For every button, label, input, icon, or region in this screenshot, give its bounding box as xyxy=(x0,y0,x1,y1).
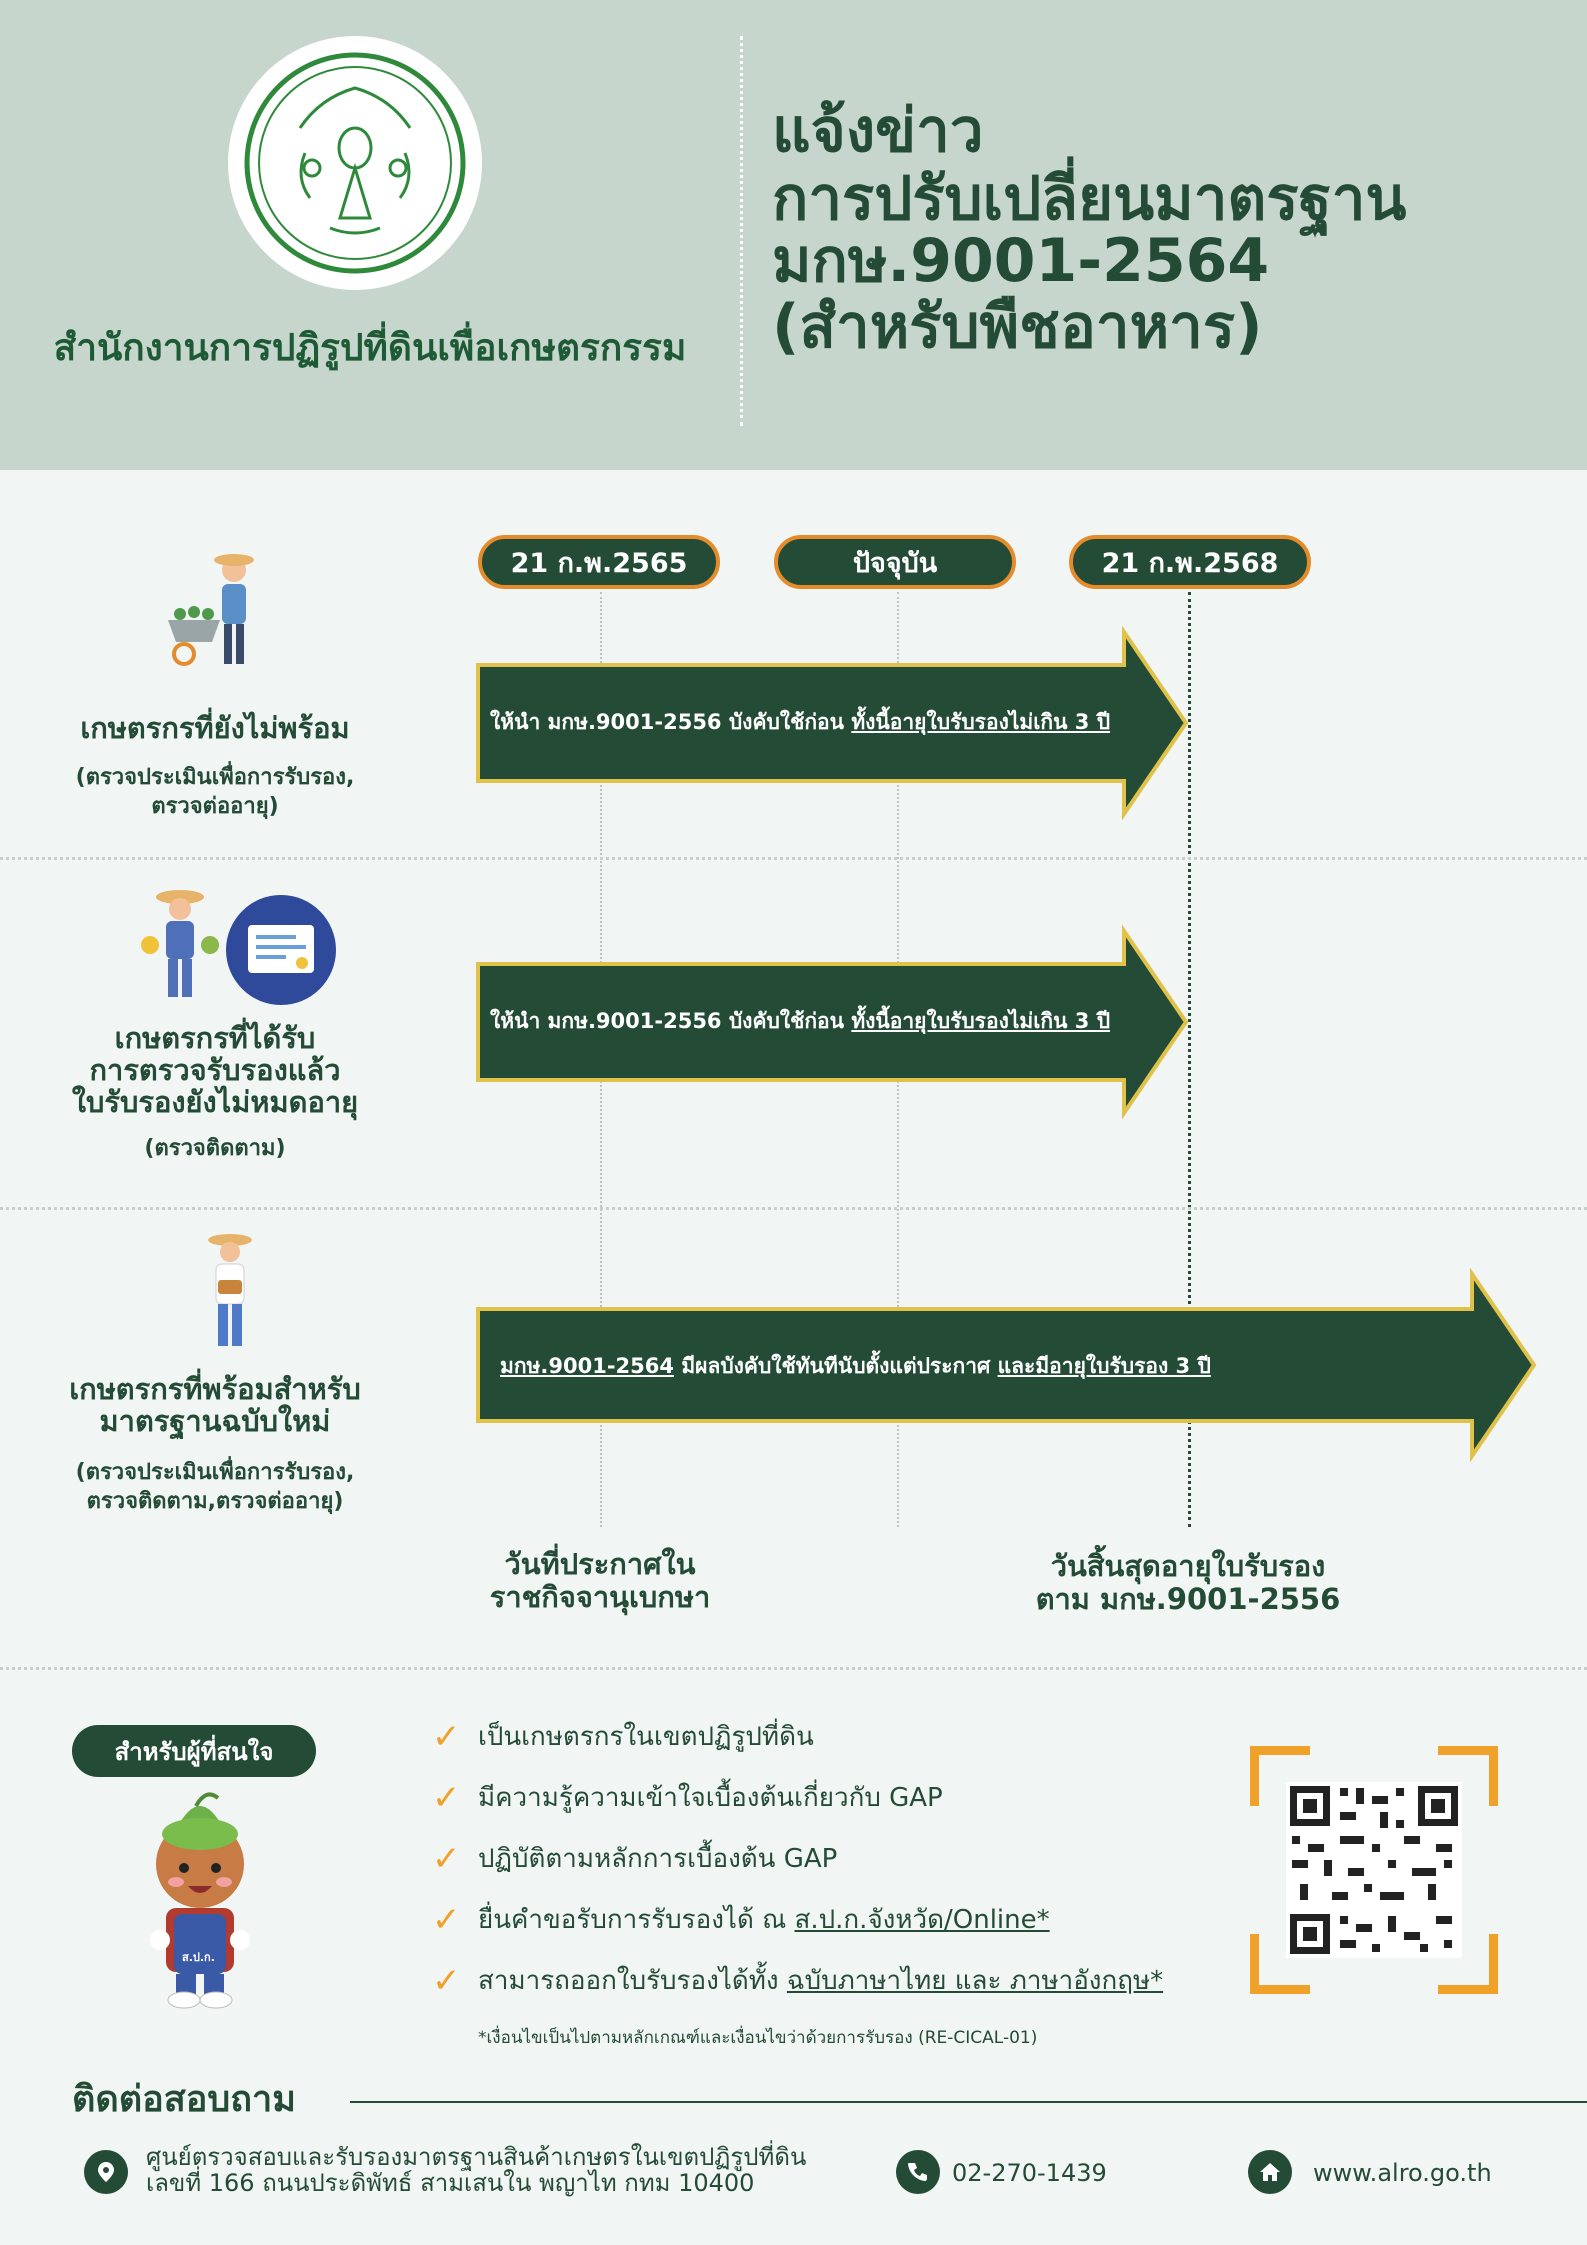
phone-icon xyxy=(896,2150,940,2194)
title-line-3: มกษ.9001-2564 xyxy=(772,226,1270,296)
criteria-item-5-text: สามารถออกใบรับรองได้ทั้ง xyxy=(478,1966,779,1996)
check-icon: ✓ xyxy=(432,1777,461,1818)
date-pill-present: ปัจจุบัน xyxy=(774,535,1016,589)
criteria-item-2 xyxy=(432,1777,943,1818)
row2-arrow-plain: ให้นำ มกษ.9001-2556 บังคับใช้ก่อน xyxy=(490,1009,845,1033)
criteria-item-4-link[interactable]: ส.ป.ก.จังหวัด/Online* xyxy=(794,1905,1050,1935)
farmer-basket-illustration xyxy=(200,1232,260,1357)
certificate-icon xyxy=(226,895,336,1005)
expiry-date-label-1: วันสิ้นสุดอายุใบรับรอง xyxy=(1050,1549,1326,1583)
row3-arrow-text xyxy=(500,1350,1211,1383)
criteria-item-4 xyxy=(432,1899,1050,1940)
row3-subtitle-2: ตรวจติดตาม,ตรวจต่ออายุ) xyxy=(86,1489,344,1514)
qr-code[interactable] xyxy=(1250,1746,1498,1994)
contact-address-2: เลขที่ 166 ถนนประดิพัทธ์ สามเสนใน พญาไท กทม 10400 xyxy=(146,2169,755,2197)
row3-arrow-underlined-start: มกษ.9001-2564 xyxy=(500,1354,674,1378)
row-separator-1 xyxy=(0,857,1587,860)
organization-name: สำนักงานการปฏิรูปที่ดินเพื่อเกษตรกรรม xyxy=(53,326,687,369)
announce-date-label-1: วันที่ประกาศใน xyxy=(504,1547,696,1581)
contact-divider xyxy=(350,2101,1587,2103)
check-icon: ✓ xyxy=(432,1716,461,1757)
contact-website[interactable]: www.alro.go.th xyxy=(1313,2159,1492,2187)
row1-arrow-plain: ให้นำ มกษ.9001-2556 บังคับใช้ก่อน xyxy=(490,710,845,734)
row2-title-2: การตรวจรับรองแล้ว xyxy=(89,1053,341,1087)
title-line-4: (สำหรับพืชอาหาร) xyxy=(772,292,1263,362)
row3-title-2: มาตรฐานฉบับใหม่ xyxy=(99,1404,331,1438)
row2-subtitle: (ตรวจติดตาม) xyxy=(144,1136,286,1161)
mascot-illustration xyxy=(140,1790,260,2010)
check-icon: ✓ xyxy=(432,1899,461,1940)
expiry-date-label-2: ตาม มกษ.9001-2556 xyxy=(1035,1582,1341,1616)
criteria-footnote: *เงื่อนไขเป็นไปตามหลักเกณฑ์และเงื่อนไขว่าด้วยการรับรอง (RE-CICAL-01) xyxy=(478,2028,1038,2048)
row3-arrow-plain: มีผลบังคับใช้ทันทีนับตั้งแต่ประกาศ xyxy=(681,1354,991,1378)
contact-address-1: ศูนย์ตรวจสอบและรับรองมาตรฐานสินค้าเกษตรในเขตปฏิรูปที่ดิน xyxy=(146,2143,807,2171)
mascot-badge: ส.ป.ก. xyxy=(182,1951,215,1964)
date-pill-announce: 21 ก.พ.2565 xyxy=(478,535,720,589)
contact-phone[interactable]: 02-270-1439 xyxy=(952,2159,1107,2187)
header-divider xyxy=(740,36,743,426)
criteria-item-1-text: เป็นเกษตรกรในเขตปฏิรูปที่ดิน xyxy=(478,1722,814,1752)
criteria-item-5 xyxy=(432,1960,1163,2001)
row2-title-1: เกษตรกรที่ได้รับ xyxy=(114,1021,316,1055)
criteria-item-4-text: ยื่นคำขอรับการรับรองได้ ณ xyxy=(478,1905,787,1935)
title-line-1: แจ้งข่าว xyxy=(772,96,984,166)
row1-subtitle-1: (ตรวจประเมินเพื่อการรับรอง, xyxy=(75,765,355,790)
contact-title: ติดต่อสอบถาม xyxy=(72,2079,296,2120)
announce-date-label-2: ราชกิจจานุเบกษา xyxy=(489,1580,711,1614)
criteria-item-2-text: มีความรู้ความเข้าใจเบื้องต้นเกี่ยวกับ GAP xyxy=(478,1783,943,1813)
row3-subtitle-1: (ตรวจประเมินเพื่อการรับรอง, xyxy=(75,1460,355,1485)
title-line-2: การปรับเปลี่ยนมาตรฐาน xyxy=(772,164,1407,234)
criteria-item-1 xyxy=(432,1716,814,1757)
row1-arrow-text xyxy=(490,706,1110,739)
date-pill-expiry: 21 ก.พ.2568 xyxy=(1069,535,1311,589)
row1-arrow-underlined: ทั้งนี้อายุใบรับรองไม่เกิน 3 ปี xyxy=(851,710,1111,734)
row1-title: เกษตรกรที่ยังไม่พร้อม xyxy=(80,711,350,745)
criteria-item-5-underlined: ฉบับภาษาไทย และ ภาษาอังกฤษ* xyxy=(786,1966,1164,1996)
location-pin-icon xyxy=(84,2150,128,2194)
interested-label: สำหรับผู้ที่สนใจ xyxy=(72,1725,316,1777)
farmer-melons-illustration xyxy=(140,885,220,1005)
section-separator xyxy=(0,1667,1587,1670)
alro-seal-logo xyxy=(228,36,482,290)
row2-arrow-text xyxy=(490,1005,1110,1038)
check-icon: ✓ xyxy=(432,1960,461,2001)
criteria-item-3-text: ปฏิบัติตามหลักการเบื้องต้น GAP xyxy=(478,1844,838,1874)
row2-arrow-underlined: ทั้งนี้อายุใบรับรองไม่เกิน 3 ปี xyxy=(851,1009,1111,1033)
row2-title-3: ใบรับรองยังไม่หมดอายุ xyxy=(71,1085,359,1119)
check-icon: ✓ xyxy=(432,1838,461,1879)
home-icon xyxy=(1248,2150,1292,2194)
row3-arrow-underlined: และมีอายุใบรับรอง 3 ปี xyxy=(997,1354,1211,1378)
row1-subtitle-2: ตรวจต่ออายุ) xyxy=(151,794,279,819)
row3-title-1: เกษตรกรที่พร้อมสำหรับ xyxy=(69,1372,361,1406)
row-separator-2 xyxy=(0,1207,1587,1210)
criteria-item-3 xyxy=(432,1838,837,1879)
farmer-wheelbarrow-illustration xyxy=(160,550,270,680)
